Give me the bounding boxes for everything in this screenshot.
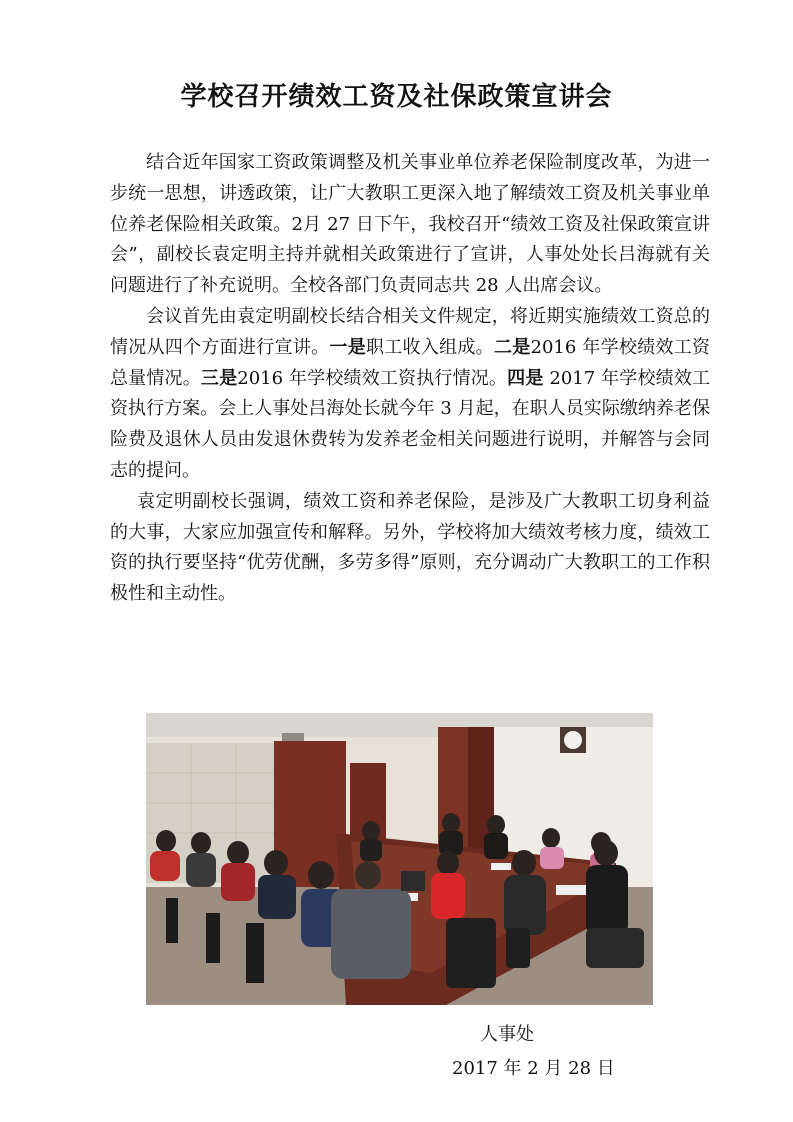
paragraph-2-outro: 会上人事处吕海处长就今年 3 月起，在职人员实际缴纳养老保险费及退休人员由发退休费转为发养老金相关问题进行说明，并解答与会同志的提问。 bbox=[110, 398, 710, 481]
page-title: 学校召开绩效工资及社保政策宣讲会 bbox=[180, 82, 613, 112]
point-2-text: 2016 年学校绩效工资总量情况。 bbox=[110, 336, 711, 389]
point-4-label: 四是 bbox=[507, 367, 544, 389]
point-1-label: 一是 bbox=[329, 336, 366, 358]
signature-date: 2017 年 2 月 28 日 bbox=[452, 1058, 615, 1079]
point-1-text: 职工收入组成。 bbox=[365, 336, 494, 358]
paragraph-3: 袁定明副校长强调，绩效工资和养老保险，是涉及广大教职工切身利益的大事，大家应加强宣传和解释。另外，学校将加大绩效考核力度，绩效工资的执行要坚持“优劳优酬，多劳多得”原则，充分调动广大教职工的工作积极性和主动性。 bbox=[110, 490, 710, 605]
point-4-text: 2017 年学校绩效工资执行方案。 bbox=[110, 367, 711, 420]
point-3-label: 三是 bbox=[200, 367, 238, 389]
paragraph-1: 结合近年国家工资政策调整及机关事业单位养老保险制度改革，为进一步统一思想，讲透政策，让广大教职工更深入地了解绩效工资及机关事业单位养老保险相关政策。2月 27 日下午，我校召开“绩效工资及社保政策宣讲会”，副校长袁定明主持并就相关政策进行了宣讲，人事处处长吕海就有关问题进行了补充说明。全校各部门负责同志共 28 人出席会议。 bbox=[110, 152, 710, 297]
point-2-label: 二是 bbox=[493, 336, 531, 358]
article-body bbox=[110, 148, 710, 610]
meeting-photo bbox=[146, 713, 653, 1005]
signature-department: 人事处 bbox=[480, 1024, 534, 1045]
paragraph-2 bbox=[110, 302, 710, 487]
meeting-photo-illustration bbox=[146, 713, 653, 1005]
point-3-text: 2016 年学校绩效工资执行情况。 bbox=[237, 367, 508, 389]
paragraph-2-intro: 会议首先由袁定明副校长结合相关文件规定，将近期实施绩效工资总的情况从四个方面进行宣讲。 bbox=[110, 305, 710, 358]
